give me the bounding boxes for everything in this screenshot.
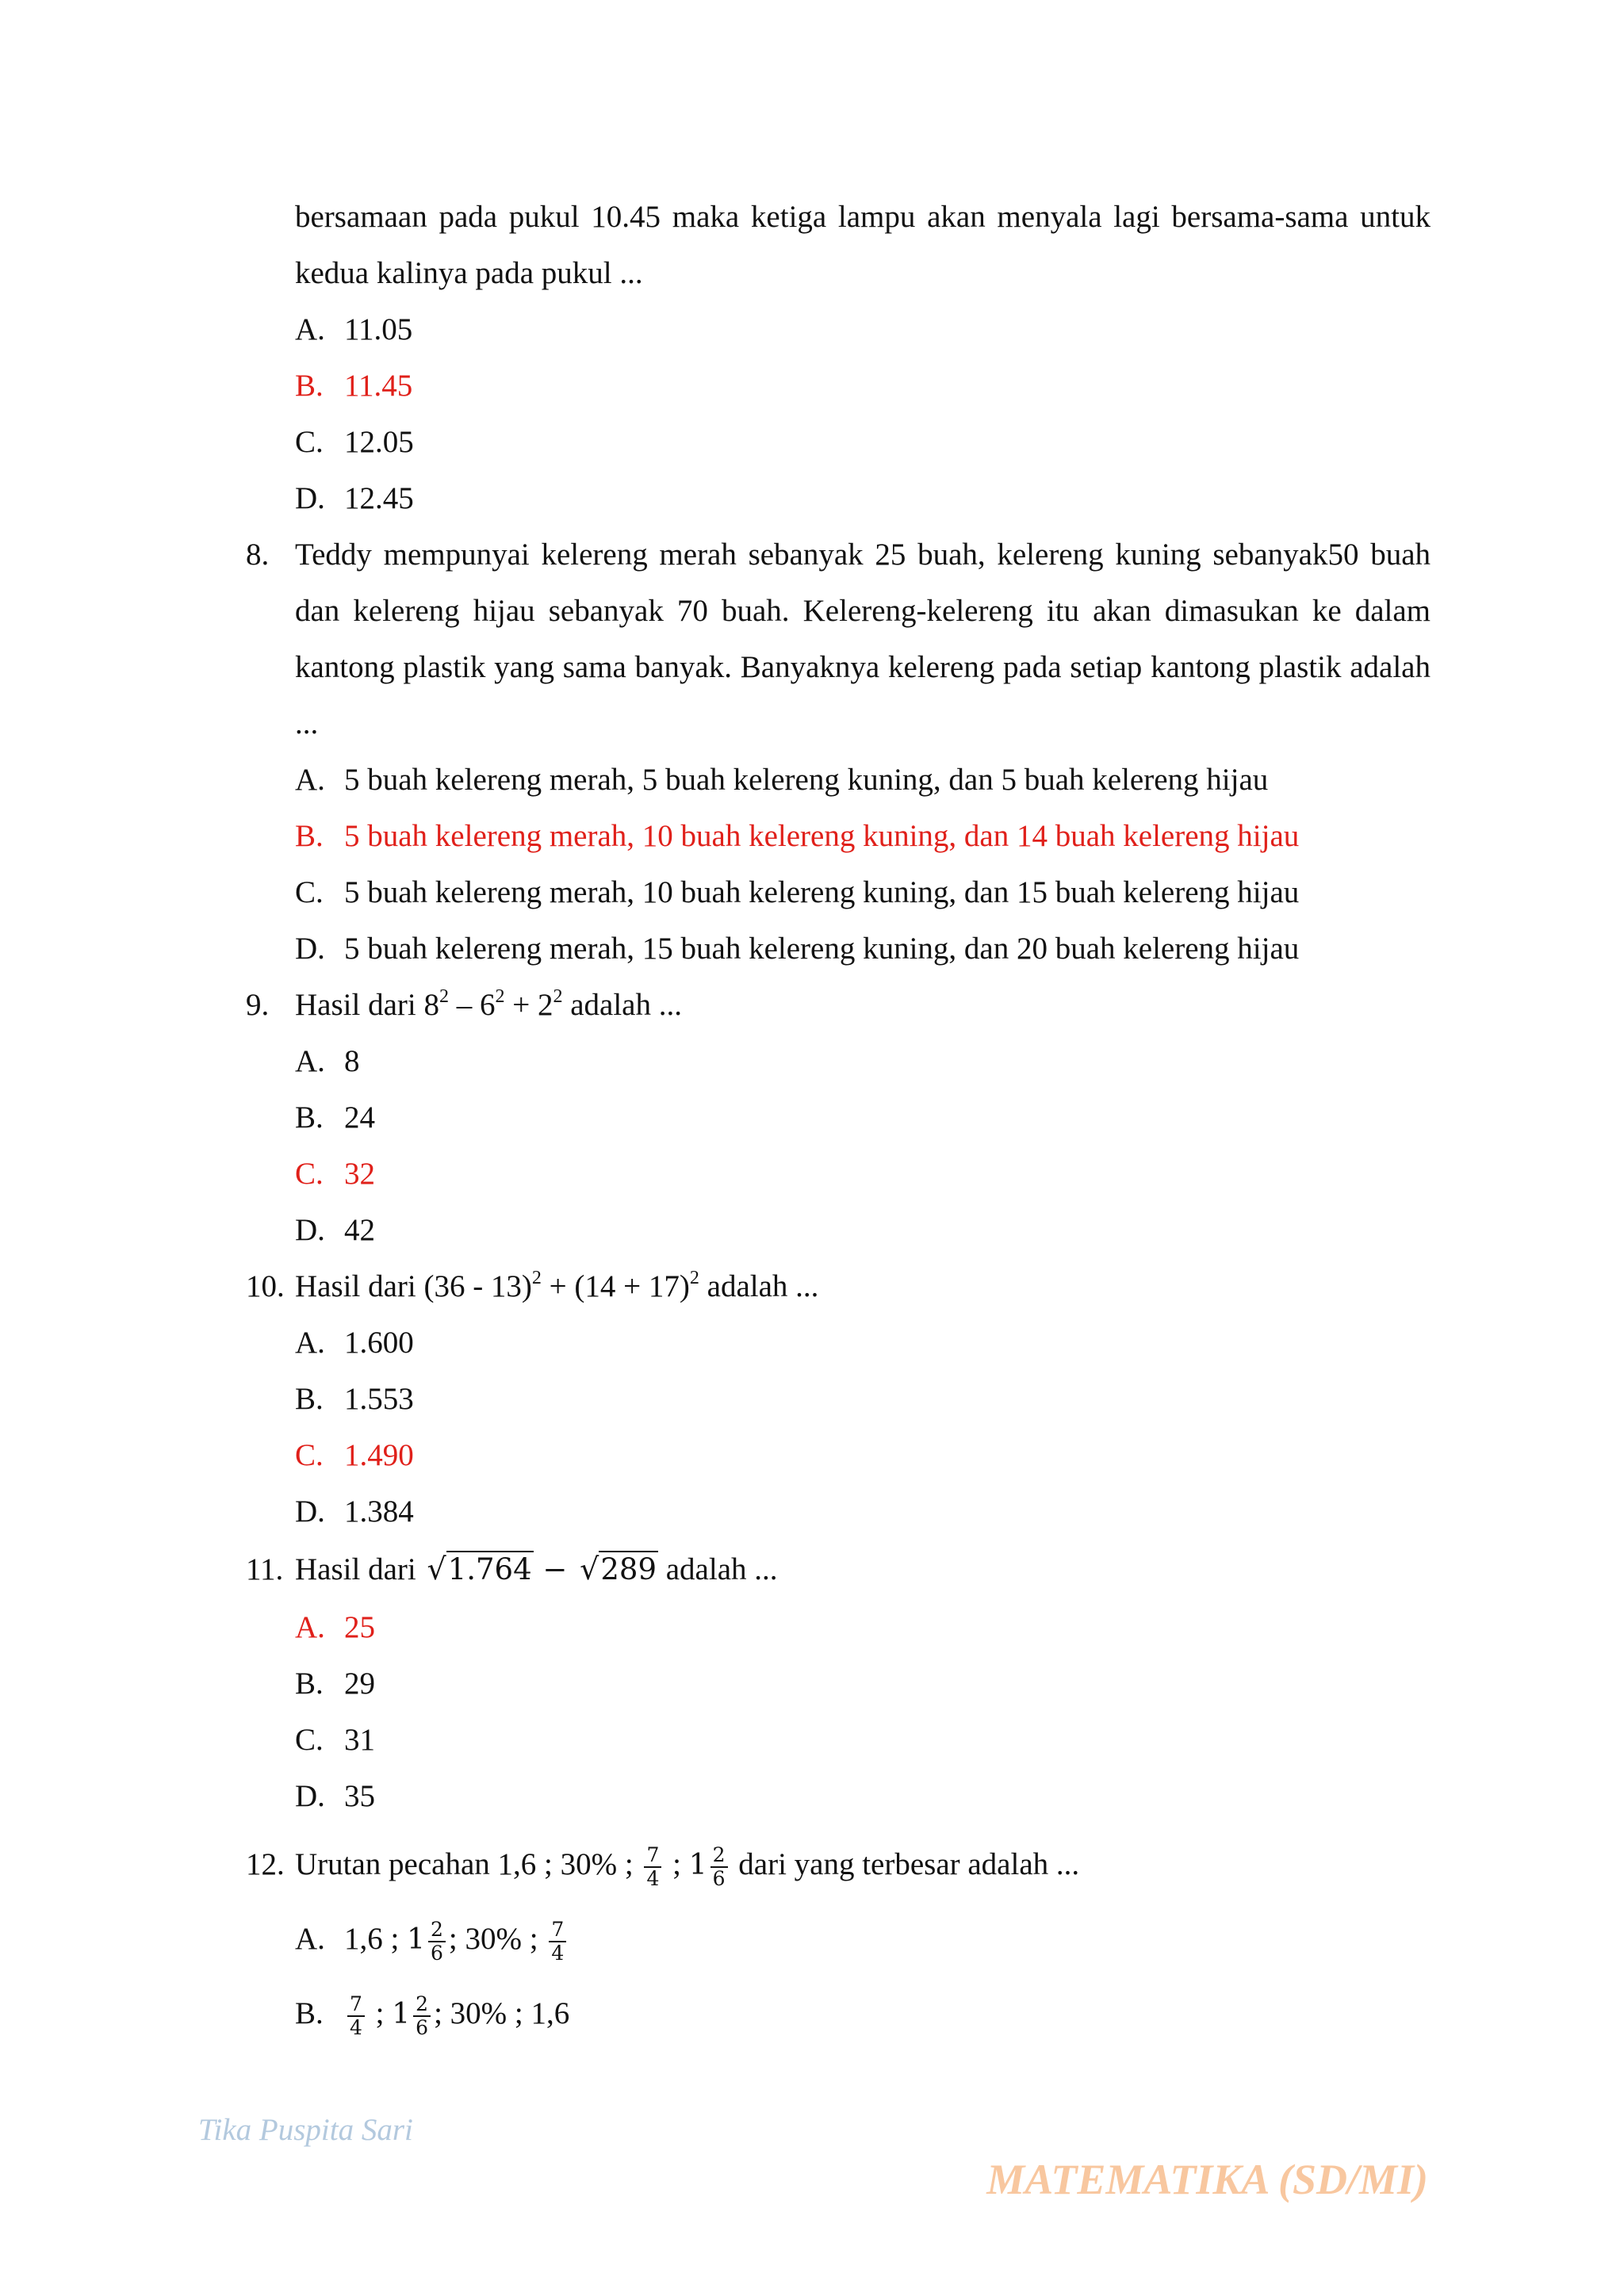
q10-question: 10. Hasil dari $(36 - 13)^2 + (14 + 17)^2$ adalah ...	[295, 1258, 1431, 1314]
q10-option-d: D. 1.384	[295, 1494, 414, 1529]
mixed-fraction: 1 $\frac{2}{6}$	[407, 1922, 449, 1956]
q11-options	[246, 1599, 1431, 1824]
q7-option-c: C. 12.05	[295, 425, 414, 459]
footer-subject: MATEMATIKA (SD/MI)	[986, 2156, 1428, 2203]
q9-options	[246, 1033, 1431, 1258]
q12-number: 12.	[246, 1847, 285, 1881]
q9-option-b: B. 24	[295, 1100, 375, 1135]
q8-option-b: B. 5 buah kelereng merah, 10 buah kelereng kuning, dan 14 buah kelereng hijau	[295, 819, 1300, 853]
q9-option-c: C. 32	[295, 1157, 375, 1191]
q12-option-a: A. 1,6 ; 1 $\frac{2}{6}$ ; 30% ; $\frac{7}{4}$	[295, 1902, 1431, 1976]
sqrt-icon: √	[427, 1552, 446, 1586]
q10-option-b: B. 1.553	[295, 1382, 414, 1416]
page-content	[246, 189, 1431, 2051]
q9-number: 9.	[246, 988, 270, 1022]
q7-options	[246, 301, 1431, 526]
fraction: $\frac{7}{4}$	[347, 1993, 365, 2039]
q11-option-b: B. 29	[295, 1667, 375, 1701]
q8-number: 8.	[246, 538, 270, 572]
sqrt-expression: √1.764	[427, 1552, 532, 1586]
q8-option-d: D. 5 buah kelereng merah, 15 buah kelereng kuning, dan 20 buah kelereng hijau	[295, 932, 1300, 966]
q8-options	[246, 752, 1431, 977]
q7-option-b: B. 11.45	[295, 369, 413, 403]
q9-option-a: A. 8	[295, 1044, 360, 1078]
footer-author: Tika Puspita Sari	[198, 2113, 413, 2147]
fraction: $\frac{7}{4}$	[644, 1844, 661, 1890]
q12-question: 12. Urutan pecahan 1,6 ; 30% ; $\frac{7}{4}$ ; 1 $\frac{2}{6}$ dari yang terbesar adalah ...	[295, 1827, 1431, 1902]
q11-option-d: D. 35	[295, 1779, 375, 1813]
q11-number: 11.	[246, 1552, 284, 1586]
sqrt-icon: √	[580, 1552, 599, 1586]
q9-option-d: D. 42	[295, 1213, 375, 1247]
q11-option-c: C. 31	[295, 1723, 375, 1757]
q11-option-a: A. 25	[295, 1610, 375, 1644]
fraction: $\frac{7}{4}$	[549, 1919, 566, 1965]
q8-option-a: A. 5 buah kelereng merah, 5 buah kelereng kuning, dan 5 buah kelereng hijau	[295, 763, 1269, 797]
q8-text: Teddy mempunyai kelereng merah sebanyak 25 buah, kelereng kuning sebanyak50 buah dan kelereng hijau sebanyak 70 buah. Kelereng-kelereng itu akan dimasukan ke dalam kantong plastik yang sama banyak. Banyaknya kelereng pada setiap kantong plastik adalah ...	[295, 538, 1431, 740]
q11-question: 11. Hasil dari √1.764 − √289 adalah ...	[295, 1540, 1431, 1599]
q8-option-c: C. 5 buah kelereng merah, 10 buah kelereng kuning, dan 15 buah kelereng hijau	[295, 875, 1300, 909]
sqrt-expression: √289	[580, 1552, 657, 1586]
q12-option-b: B. $\frac{7}{4}$ ; 1 $\frac{2}{6}$ ; 30% ; 1,6	[295, 1992, 570, 2040]
q10-options	[246, 1314, 1431, 1540]
q7-option-a: A. 11.05	[295, 312, 413, 346]
q9-question: 9. Hasil dari $8^2 - 6^2 + 2^2$ adalah ...	[295, 977, 1431, 1033]
q10-option-c: C. 1.490	[295, 1438, 414, 1472]
q10-option-a: A. 1.600	[295, 1326, 414, 1360]
q12-options	[246, 1902, 1431, 2051]
q8-question	[246, 526, 1431, 752]
q10-number: 10.	[246, 1269, 285, 1303]
mixed-fraction: 1 $\frac{2}{6}$	[689, 1847, 731, 1881]
mixed-fraction: 1 $\frac{2}{6}$	[392, 1996, 434, 2030]
q7-continuation: bersamaan pada pukul 10.45 maka ketiga lampu akan menyala lagi bersama-sama untuk kedua kalinya pada pukul ...	[295, 200, 1431, 290]
q7-option-d: D. 12.45	[295, 481, 414, 515]
